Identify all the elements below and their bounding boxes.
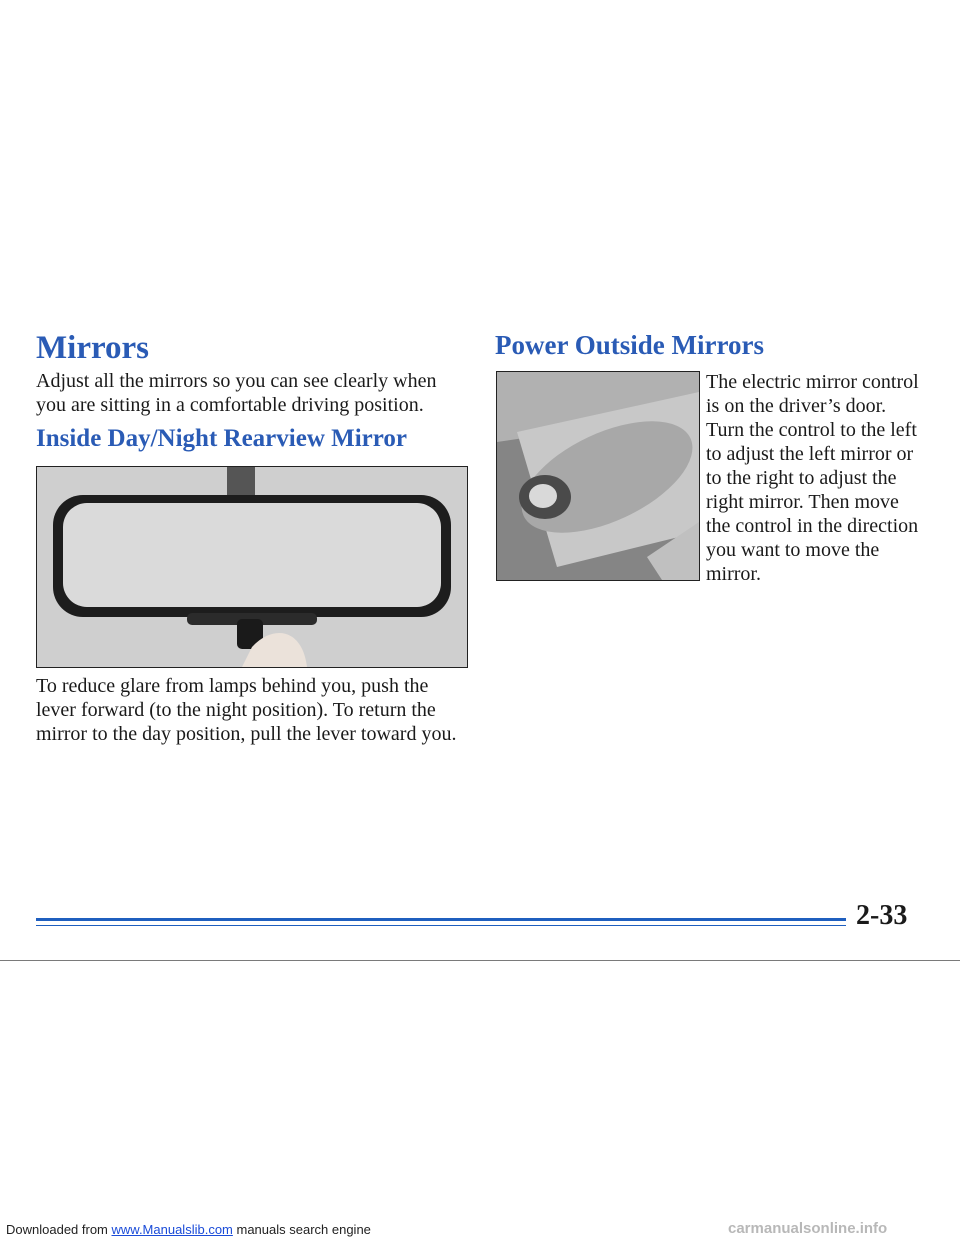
page-rule-thin bbox=[36, 925, 846, 926]
footer-download-line bbox=[6, 1222, 371, 1237]
footer-divider bbox=[0, 960, 960, 961]
manualslib-link[interactable]: www.Manualslib.com bbox=[111, 1222, 233, 1237]
section-title-mirrors: Mirrors bbox=[36, 330, 150, 366]
electric-control-paragraph: The electric mirror control is on the driver’s door. Turn the control to the left to adjust the left mirror or to the right to adjust the right mirror. Then move the control in the direction you want to move the mirror. bbox=[706, 371, 919, 585]
mirror-control-illustration bbox=[497, 372, 699, 580]
rearview-mirror-illustration bbox=[37, 467, 467, 667]
mirror-control-photo bbox=[496, 371, 700, 581]
watermark-logo: carmanualsonline.info bbox=[728, 1220, 888, 1237]
glare-paragraph: To reduce glare from lamps behind you, push the lever forward (to the night position). To return the mirror to the day position, pull the lever toward you. bbox=[36, 675, 457, 745]
subsection-title-inside-mirror: Inside Day/Night Rearview Mirror bbox=[36, 425, 408, 452]
page-number: 2-33 bbox=[856, 900, 908, 931]
footer-suffix: manuals search engine bbox=[232, 1222, 371, 1237]
section-title-power-mirrors: Power Outside Mirrors bbox=[495, 330, 764, 360]
rearview-mirror-photo bbox=[36, 466, 468, 668]
footer-prefix: Downloaded from bbox=[6, 1222, 112, 1237]
page-rule-thick bbox=[36, 918, 846, 921]
intro-paragraph: Adjust all the mirrors so you can see clearly when you are sitting in a comfortable driving position. bbox=[36, 370, 437, 416]
